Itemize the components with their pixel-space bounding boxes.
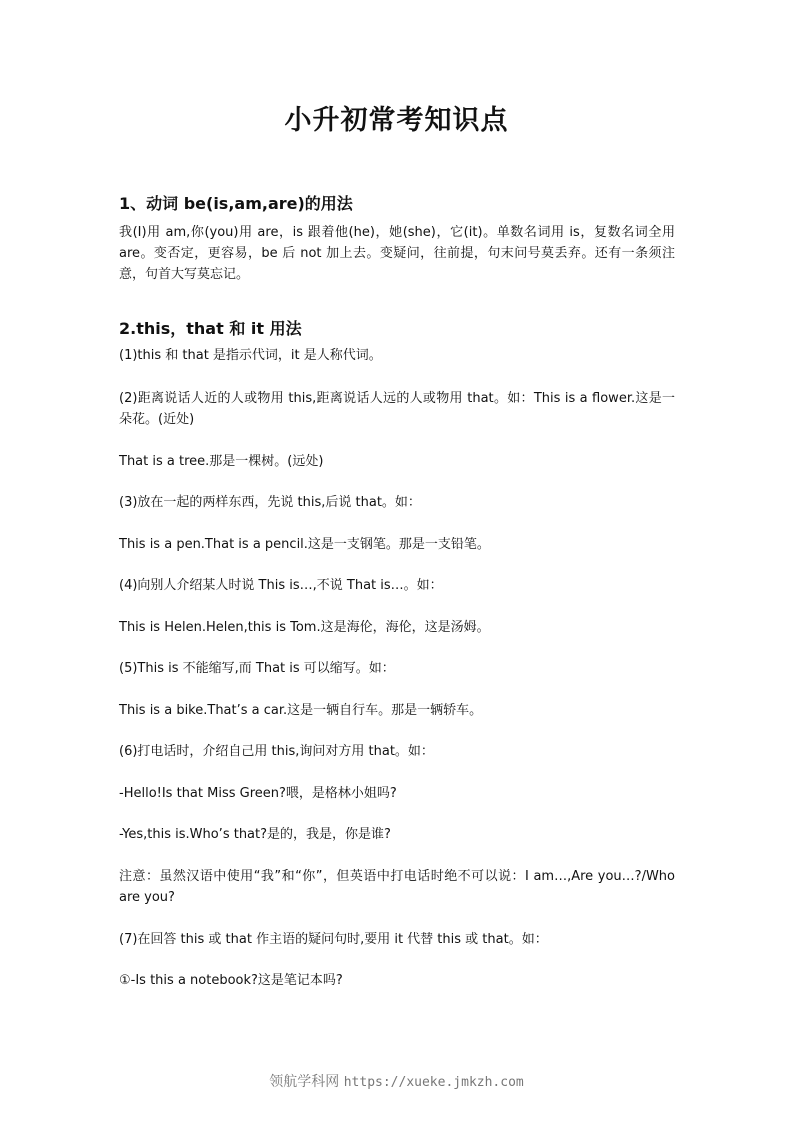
example-yes: -Yes,this is.Who’s that?是的，我是，你是谁? [119,827,391,842]
point-3: (3)放在一起的两样东西，先说 this,后说 that。如： [119,495,421,510]
point-4: (4)向别人介绍某人时说 This is…,不说 That is…。如： [119,578,443,593]
section-2-heading: 2.this，that 和 it 用法 [119,319,302,338]
point-7: (7)在回答 this 或 that 作主语的疑问句时,要用 it 代替 this 或 that。如： [119,932,548,947]
page-title: 小升初常考知识点 [284,105,509,136]
point-2: (2)距离说话人近的人或物用 this,距离说话人远的人或物用 that。如：This is a flower.这是一朵花。(近处) [119,391,675,427]
footer-site-name: 领航学科网 [269,1074,340,1090]
footer-watermark [0,1071,793,1091]
example-bike: This is a bike.That’s a car.这是一辆自行车。那是一辆轿车。 [119,703,483,718]
point-5: (5)This is 不能缩写,而 That is 可以缩写。如： [119,661,395,676]
note: 注意：虽然汉语中使用“我”和“你”，但英语中打电话时绝不可以说：I am…,Are you…?/Who are you? [119,869,675,905]
section-1-heading: 1、动词 be(is,am,are)的用法 [119,194,353,213]
section-1-body: 我(I)用 am,你(you)用 are，is 跟着他(he)，她(she)，它(it)。单数名词用 is，复数名词全用 are。变否定，更容易，be 后 not 加上去。变疑问，往前提，句末问号莫丢弃。还有一条须注意，句首大写莫忘记。 [119,225,675,282]
example-tree: That is a tree.那是一棵树。(远处) [119,454,324,469]
example-pen: This is a pen.That is a pencil.这是一支钢笔。那是一支铅笔。 [119,537,490,552]
example-hello: -Hello!Is that Miss Green?喂，是格林小姐吗? [119,786,397,801]
footer-url: https://xueke.jmkzh.com [343,1075,524,1090]
point-1: (1)this 和 that 是指示代词，it 是人称代词。 [119,348,382,363]
point-6: (6)打电话时，介绍自己用 this,询问对方用 that。如： [119,744,434,759]
example-helen: This is Helen.Helen,this is Tom.这是海伦，海伦，这是汤姆。 [119,620,490,635]
example-notebook: ①-Is this a notebook?这是笔记本吗? [119,973,343,988]
